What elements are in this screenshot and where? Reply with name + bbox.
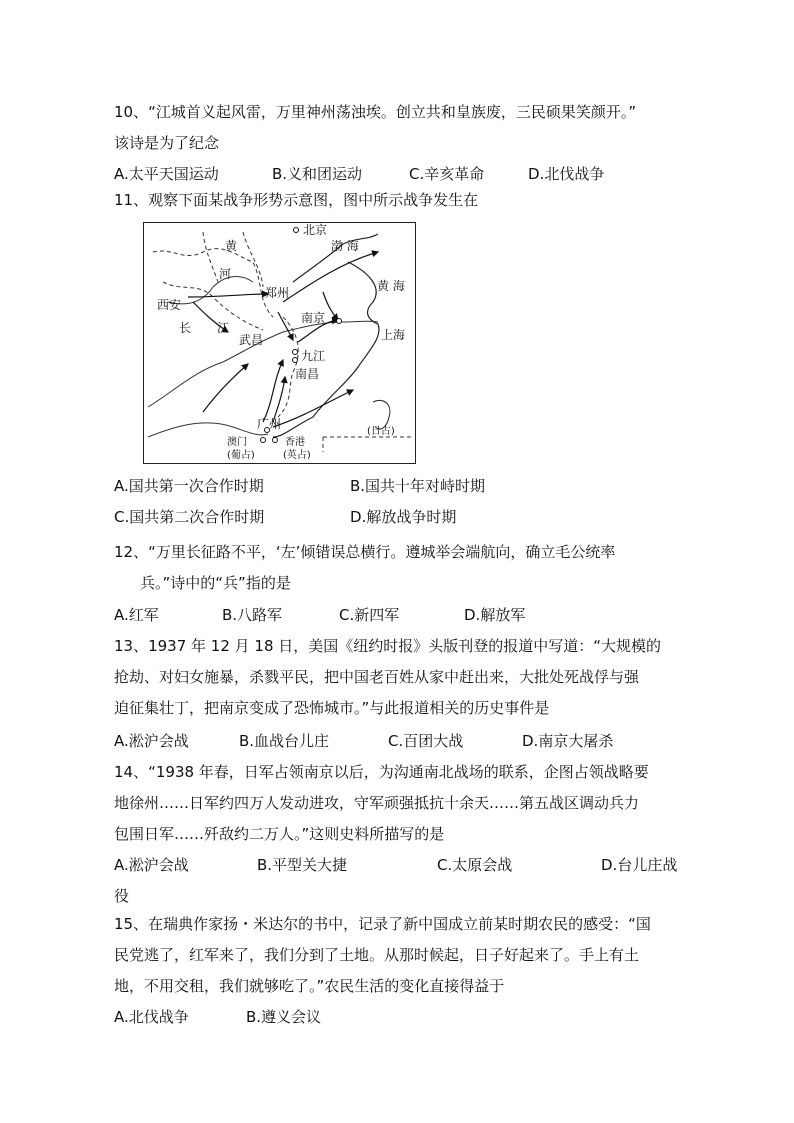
q14-option-a[interactable]: A.淞沪会战 bbox=[114, 856, 189, 874]
q14-option-b[interactable]: B.平型关大捷 bbox=[257, 856, 348, 874]
q14-stem-line2: 地徐州……日军约四万人发动进攻，守军顽强抵抗十余天……第五战区调动兵力 bbox=[114, 794, 640, 812]
q10-stem-line1: 10、“江城首义起风雷，万里神州荡浊埃。创立共和皇族废，三民硕果笑颜开。” bbox=[114, 103, 637, 121]
q10-stem-line2: 该诗是为了纪念 bbox=[114, 134, 220, 152]
q12-option-a[interactable]: A.红军 bbox=[114, 606, 159, 624]
q12-option-d[interactable]: D.解放军 bbox=[464, 606, 526, 624]
map-label-chang: 长 bbox=[179, 321, 192, 335]
q14-option-d-wrap: 役 bbox=[114, 887, 130, 905]
q11-option-d[interactable]: D.解放战争时期 bbox=[350, 508, 457, 526]
q11-option-b[interactable]: B.国共十年对峙时期 bbox=[350, 477, 486, 495]
map-label-riz: (日占) bbox=[367, 426, 395, 437]
q12-option-c[interactable]: C.新四军 bbox=[339, 606, 400, 624]
q14-stem-line1: 14、“1938 年春，日军占领南京以后，为沟通南北战场的联系，企图占领战略要 bbox=[114, 763, 649, 781]
q11-stem-line1: 11、观察下面某战争形势示意图，图中所示战争发生在 bbox=[114, 191, 479, 209]
q15-stem-line2: 民党逃了，红军来了，我们分到了土地。从那时候起，日子好起来了。手上有土 bbox=[114, 946, 640, 964]
q15-option-a[interactable]: A.北伐战争 bbox=[114, 1008, 189, 1026]
map-label-shanghai: 上海 bbox=[381, 328, 406, 342]
q13-option-b[interactable]: B.血战台儿庄 bbox=[239, 732, 330, 750]
q13-stem-line3: 迫征集壮丁，把南京变成了恐怖城市。”与此报道相关的历史事件是 bbox=[114, 699, 550, 717]
q11-option-c[interactable]: C.国共第二次合作时期 bbox=[114, 508, 265, 526]
q14-stem-line3: 包围日军……歼敌约二万人。”这则史料所描写的是 bbox=[114, 825, 445, 843]
map-label-jiujiang: 九江 bbox=[301, 349, 326, 363]
map-label-he: 河 bbox=[219, 267, 232, 281]
map-label-guangzhou: 广州 bbox=[257, 417, 282, 431]
q15-stem-line1: 15、在瑞典作家扬・米达尔的书中，记录了新中国成立前某时期农民的感受：“国 bbox=[114, 915, 651, 933]
map-label-macau: 澳门 bbox=[227, 437, 247, 448]
map-label-zhengzhou: 郑州 bbox=[265, 286, 290, 300]
war-situation-map bbox=[143, 222, 416, 464]
map-label-wuchang: 武昌 bbox=[239, 333, 264, 347]
map-label-beijing: 北京 bbox=[303, 223, 328, 237]
map-label-huanghai: 黄 海 bbox=[377, 279, 405, 293]
q14-option-d[interactable]: D.台儿庄战 bbox=[601, 856, 678, 874]
q10-option-d[interactable]: D.北伐战争 bbox=[528, 165, 605, 183]
q15-option-b[interactable]: B.遵义会议 bbox=[246, 1008, 322, 1026]
map-label-jiang: 江 bbox=[217, 321, 230, 335]
map-label-nanchang: 南昌 bbox=[295, 367, 320, 381]
map-label-nanjing: 南京 bbox=[301, 311, 326, 325]
q10-option-a[interactable]: A.太平天国运动 bbox=[114, 165, 219, 183]
q12-stem-line1: 12、“万里长征路不平，‘左’倾错误总横行。遵城举会端航向，确立毛公统率 bbox=[114, 543, 616, 561]
q13-option-d[interactable]: D.南京大屠杀 bbox=[522, 732, 614, 750]
map-label-macau-occ: (葡占) bbox=[227, 450, 255, 461]
q13-option-c[interactable]: C.百团大战 bbox=[388, 732, 464, 750]
q12-option-b[interactable]: B.八路军 bbox=[222, 606, 283, 624]
q13-option-a[interactable]: A.淞沪会战 bbox=[114, 732, 189, 750]
q14-option-c[interactable]: C.太原会战 bbox=[437, 856, 513, 874]
q10-option-b[interactable]: B.义和团运动 bbox=[272, 165, 363, 183]
map-label-hongkong: 香港 bbox=[285, 437, 305, 448]
q12-stem-line2: 兵。”诗中的“兵”指的是 bbox=[140, 574, 291, 592]
q15-stem-line3: 地，不用交租，我们就够吃了。”农民生活的变化直接得益于 bbox=[114, 977, 505, 995]
map-label-hongkong-occ: (英占) bbox=[283, 450, 311, 461]
map-label-bohai: 渤 海 bbox=[331, 239, 359, 253]
q11-option-a[interactable]: A.国共第一次合作时期 bbox=[114, 477, 264, 495]
map-label-xian: 西安 bbox=[157, 298, 182, 312]
q13-stem-line2: 抢劫、对妇女施暴，杀戮平民，把中国老百姓从家中赶出来，大批处死战俘与强 bbox=[114, 668, 640, 686]
q13-stem-line1: 13、1937 年 12 月 18 日，美国《纽约时报》头版刊登的报道中写道：“大规模的 bbox=[114, 637, 662, 655]
q10-option-c[interactable]: C.辛亥革命 bbox=[409, 165, 485, 183]
map-label-huang: 黄 bbox=[225, 239, 238, 253]
